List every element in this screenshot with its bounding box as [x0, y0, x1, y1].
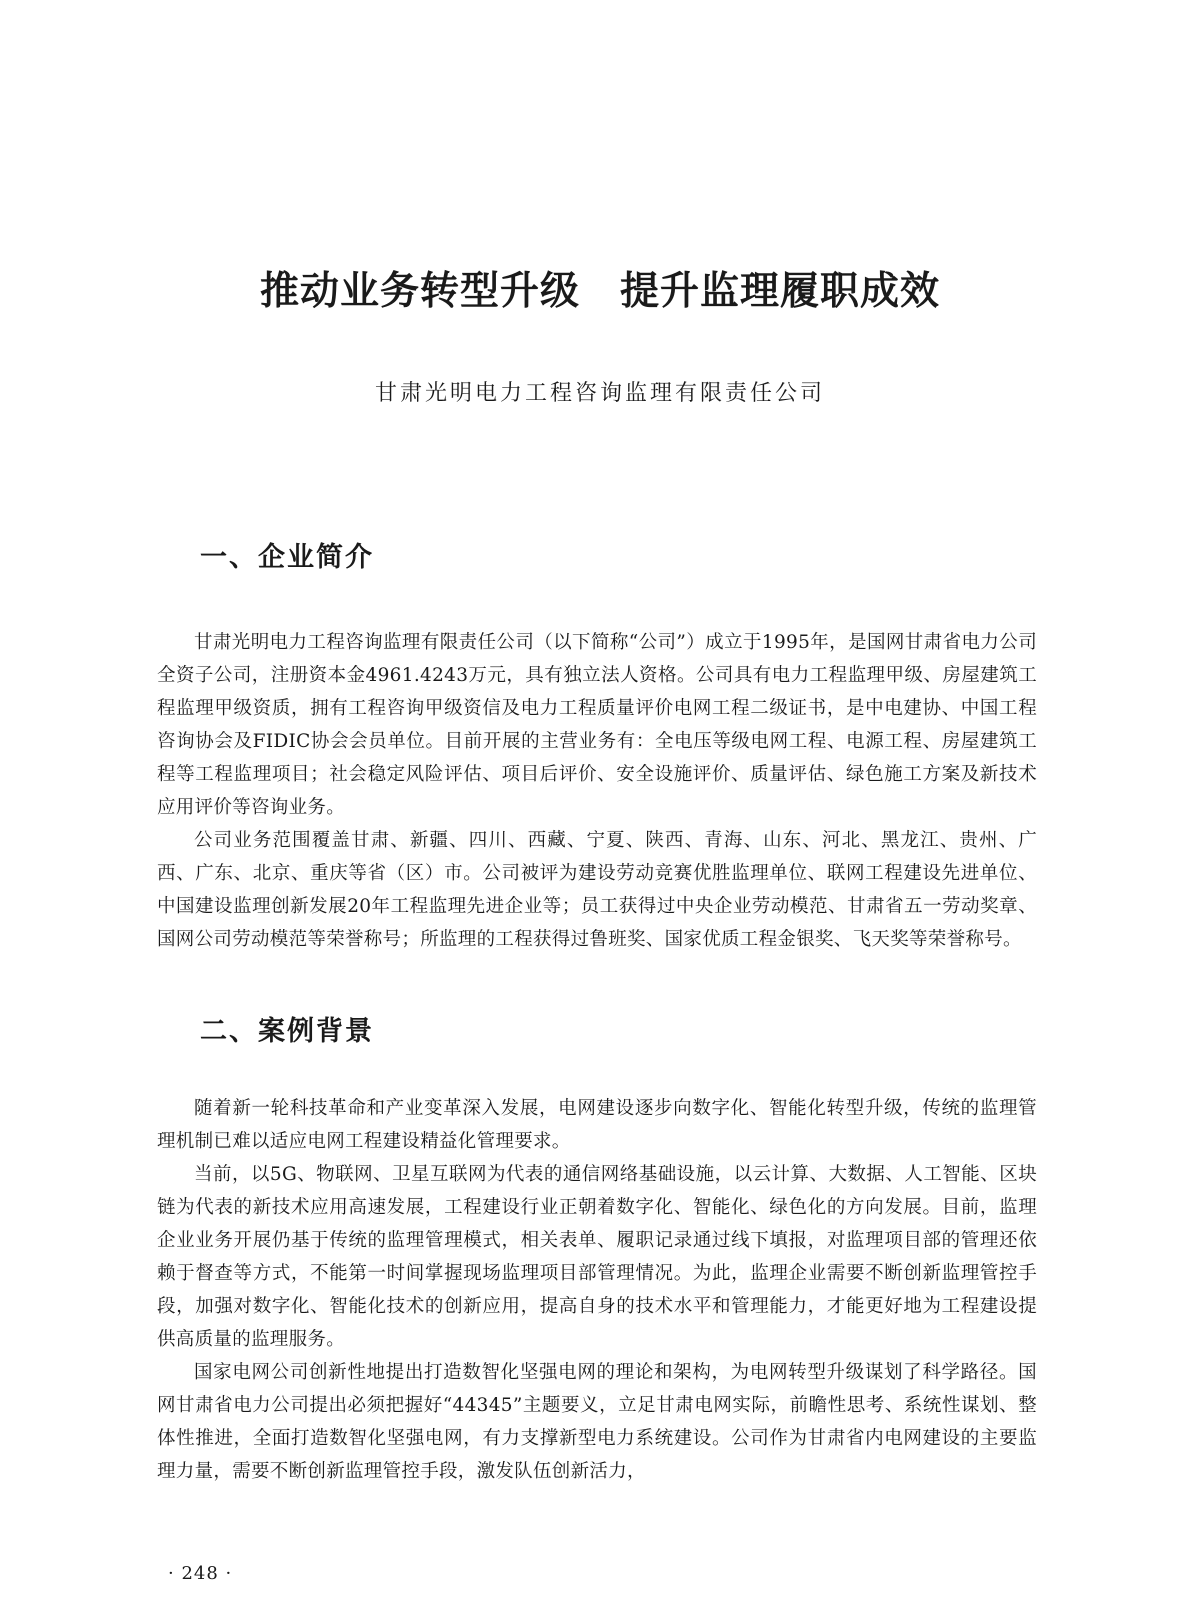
paragraph: 当前，以5G、物联网、卫星互联网为代表的通信网络基础设施，以云计算、大数据、人工智能、区块链为代表的新技术应用高速发展，工程建设行业正朝着数字化、智能化、绿色化的方向发展。目前，监理企业业务开展仍基于传统的监理管理模式，相关表单、履职记录通过线下填报，对监理项目部的管理还依赖于督查等方式，不能第一时间掌握现场监理项目部管理情况。为此，监理企业需要不断创新监理管控手段，加强对数字化、智能化技术的创新应用，提高自身的技术水平和管理能力，才能更好地为工程建设提供高质量的监理服务。: [157, 1164, 1037, 1350]
page-title: [0, 264, 1200, 320]
section-body-background: [157, 1092, 1037, 1488]
company-subtitle: 甘肃光明电力工程咨询监理有限责任公司: [374, 381, 825, 406]
title-part-2: 提升监理履职成效: [620, 269, 941, 314]
section-body-intro: [157, 626, 1037, 956]
paragraph: 国家电网公司创新性地提出打造数智化坚强电网的理论和架构，为电网转型升级谋划了科学路径。国网甘肃省电力公司提出必须把握好“44345”主题要义，立足甘肃电网实际，前瞻性思考、系统性谋划、整体性推进，全面打造数智化坚强电网，有力支撑新型电力系统建设。公司作为甘肃省内电网建设的主要监理力量，需要不断创新监理管控手段，激发队伍创新活力，: [157, 1362, 1037, 1482]
title-part-1: 推动业务转型升级: [259, 269, 580, 314]
paragraph: 公司业务范围覆盖甘肃、新疆、四川、西藏、宁夏、陕西、青海、山东、河北、黑龙江、贵州、广西、广东、北京、重庆等省（区）市。公司被评为建设劳动竞赛优胜监理单位、联网工程建设先进单位、中国建设监理创新发展20年工程监理先进企业等；员工获得过中央企业劳动模范、甘肃省五一劳动奖章、国网公司劳动模范等荣誉称号；所监理的工程获得过鲁班奖、国家优质工程金银奖、飞天奖等荣誉称号。: [157, 830, 1037, 950]
page-number: · 248 ·: [168, 1563, 233, 1584]
section-heading-background: 二、案例背景: [200, 1016, 374, 1047]
section-heading-intro: 一、企业简介: [200, 542, 374, 573]
paragraph: 甘肃光明电力工程咨询监理有限责任公司（以下简称“公司”）成立于1995年，是国网甘肃省电力公司全资子公司，注册资本金4961.4243万元，具有独立法人资格。公司具有电力工程监理甲级、房屋建筑工程监理甲级资质，拥有工程咨询甲级资信及电力工程质量评价电网工程二级证书，是中电建协、中国工程咨询协会及FIDIC协会会员单位。目前开展的主营业务有：全电压等级电网工程、电源工程、房屋建筑工程等工程监理项目；社会稳定风险评估、项目后评价、安全设施评价、质量评估、绿色施工方案及新技术应用评价等咨询业务。: [157, 632, 1037, 818]
paragraph: 随着新一轮科技革命和产业变革深入发展，电网建设逐步向数字化、智能化转型升级，传统的监理管理机制已难以适应电网工程建设精益化管理要求。: [157, 1098, 1037, 1152]
